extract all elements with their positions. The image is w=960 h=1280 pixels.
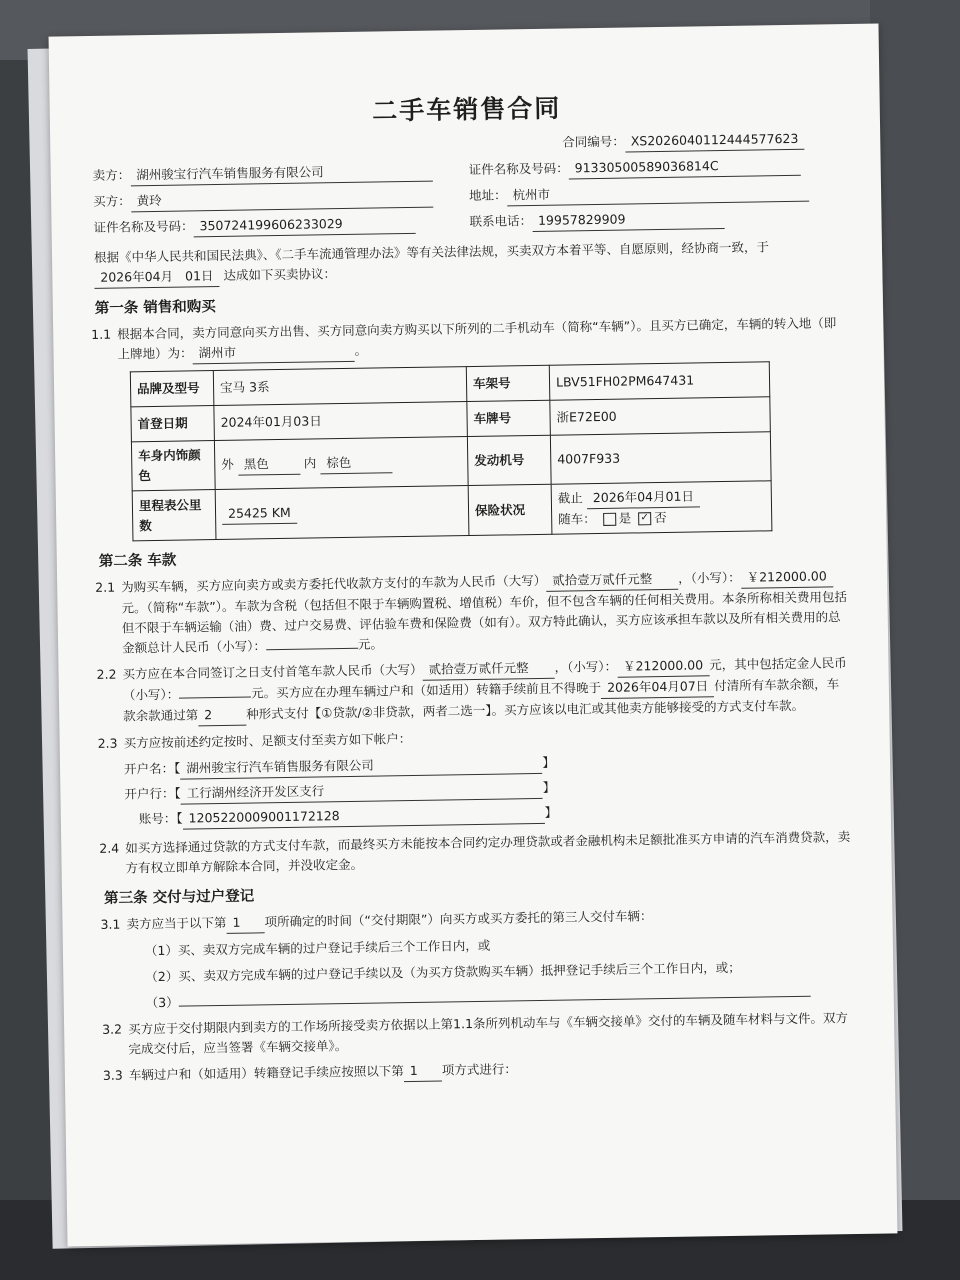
registration-place: 湖州市: [192, 341, 354, 365]
article-1-title: 第一条 销售和购买: [94, 298, 217, 317]
checkbox-no[interactable]: ✓: [638, 512, 651, 525]
clause-2-3: 2.3 买方应按前述约定按时、足额支付至卖方如下帐户：: [97, 730, 412, 751]
plate-value: 浙E72E00: [550, 397, 771, 435]
clause-1-1: 1.1 根据本合同，卖方同意向买方出售、买方同意向卖方购买以下所列的二手机动车（简称“车辆”）。且买方已确定，车辆的转入地（即上牌地）为： 湖州市 。: [117, 313, 846, 365]
contract-document: [91, 64, 857, 1093]
clause-3-1-option-2: （2）买、卖双方完成车辆的过户登记手续以及（为买方贷款购买车辆）抵押登记手续后三个工作日内，或；: [145, 959, 741, 985]
vin-value: LBV51FH02PM647431: [549, 362, 770, 400]
buyer-id-label: 证件名称及号码：: [93, 218, 194, 235]
clause-3-2: 3.2 买方应于交付期限内到卖方的工作场所接受卖方依据以上第1.1条所列机动车与《车辆交接单》交付的车辆及随车材料与文件。双方完成交付后，应当签署《车辆交接单》。: [102, 1010, 849, 1057]
exterior-color: 黑色: [238, 453, 300, 475]
total-amount: [266, 648, 358, 650]
insurance-until: 2026年04月01日: [587, 486, 700, 509]
intro-paragraph: 根据《中华人民共和国民法典》、《二手车流通管理办法》等有关法律法规，买卖双方本着平等、自愿原则，经协商一致，于 2026年04月 01日 达成如下买卖协议：: [94, 236, 845, 289]
seller-id-label: 证件名称及号码：: [468, 160, 569, 178]
brand-value: 宝马 3系: [213, 367, 467, 406]
buyer-id: 350724199606233029: [193, 213, 415, 237]
account-bank: 工行湖州经济开发区支行: [181, 778, 543, 805]
first-payment-words: 贰拾壹万贰仟元整: [422, 658, 554, 681]
account-bank-row: 开户行：【 工行湖州经济开发区支行 】: [124, 773, 852, 805]
color-value: 外 黑色 内 棕色: [214, 437, 468, 490]
account-name: 湖州骏宝行汽车销售服务有限公司: [180, 753, 542, 780]
transfer-option: 1: [404, 1061, 442, 1083]
seller-id: 91330500589036814C: [569, 155, 801, 180]
clause-2-4: 2.4 如买方选择通过贷款的方式支付车款，而最终买方未能按本合同约定办理贷款或者金融机构未足额批准买方申请的汽车消费贷款，卖方有权立即单方解除本合同，并没收定金。: [99, 829, 851, 876]
mileage-value: 25425 KM: [215, 486, 469, 540]
payment-method: 2: [198, 705, 246, 727]
seller-name: 湖州骏宝行汽车销售服务有限公司: [130, 161, 432, 187]
price-in-figures: ￥212000.00: [741, 566, 833, 588]
insurance-label: 保险状况: [468, 484, 552, 535]
deposit-amount: [179, 696, 251, 698]
article-3-title: 第三条 交付与过户登记: [103, 888, 255, 907]
intro-day: 01日: [179, 266, 220, 288]
engine-label: 发动机号: [467, 435, 551, 485]
clause-2-2: 2.2 买方应在本合同签订之日支付首笔车款人民币（大写） 贰拾壹万贰仟元整 ，（小写）： ￥212000.00 元，其中包括定金人民币（小写）： 元。买方应在办理车辆过户和（如适用）转籍手续前且不得晚于 2026年04月07日 付清所有车款余额，车款余款通过第 2 种形式支付【①贷款/②非贷款，两者二选一】。买方应该以电汇或其他卖方能够接受的方式支付车款。: [122, 653, 851, 727]
article-2-title: 第二条 车款: [98, 552, 177, 570]
first-reg-label: 首登日期: [131, 406, 215, 442]
first-payment-figures: ￥212000.00: [617, 655, 709, 677]
clause-3-3: 3.3 车辆过户和（如适用）转籍登记手续应按照以下第 1 项方式进行：: [102, 1061, 517, 1083]
address-label: 地址：: [468, 187, 507, 204]
seller-label: 卖方：: [92, 167, 131, 183]
buyer-label: 买方：: [93, 193, 131, 209]
contract-sheet: [49, 24, 898, 1247]
mileage-label: 里程表公里数: [132, 490, 216, 541]
engine-value: 4007F933: [550, 432, 771, 484]
insurance-value: 截止 2026年04月01日 随车： 是 ✓ 否: [551, 481, 772, 534]
account-name-row: 开户名：【 湖州骏宝行汽车销售服务有限公司 】: [124, 748, 852, 780]
clause-2-1: 2.1 为购买车辆，买方应向卖方或卖方委托代收款方支付的车款为人民币（大写） 贰拾壹万贰仟元整 ，（小写）： ￥212000.00元。（简称“车款”）。车款为含税（包括但不限于车辆购置税、增值税）车价，但不包含车辆的任何相关费用。本条所称相关费用包括但不限于车辆运输（油）费、过户交易费、评估验车费和保险费（如有）。双方特此确认，买方应该承担车款以及所有相关费用的总金额总计人民币（小写）： 元。: [121, 566, 850, 658]
vin-label: 车架号: [466, 365, 550, 401]
phone-label: 联系电话：: [469, 213, 533, 230]
balance-due-date: 2026年04月07日: [601, 676, 714, 699]
first-reg-value: 2024年01月03日: [214, 402, 468, 441]
buyer-phone: 19957829909: [532, 208, 724, 232]
account-number: 1205220009001172128: [182, 803, 544, 830]
clause-3-1-option-3: （3）: [146, 982, 856, 1013]
checkbox-yes[interactable]: [603, 513, 616, 526]
delivery-option: 1: [226, 912, 264, 934]
color-label: 车身内饰颜色: [131, 441, 215, 491]
table-row: [132, 481, 772, 541]
contract-number: XS2026040112444577623: [625, 129, 805, 153]
buyer-name: 黄玲: [131, 187, 433, 213]
account-number-row: 账号：【 1205220009001172128 】: [139, 798, 853, 830]
intro-date: 2026年04月: [94, 267, 179, 289]
price-in-words: 贰拾壹万贰仟元整: [546, 569, 678, 592]
contract-number-label: 合同编号：: [562, 133, 625, 150]
buyer-address: 杭州市: [506, 181, 808, 207]
plate-label: 车牌号: [467, 400, 551, 436]
brand-label: 品牌及型号: [130, 371, 214, 407]
vehicle-table: [130, 361, 773, 541]
contract-title: 二手车销售合同: [372, 93, 562, 126]
interior-color: 棕色: [320, 452, 392, 474]
clause-3-1: 3.1 卖方应当于以下第 1 项所确定的时间（“交付期限”）向买方或买方委托的第三人交付车辆：: [126, 903, 854, 935]
clause-3-1-option-1: （1）买、卖双方完成车辆的过户登记手续后三个工作日内，或: [144, 937, 491, 959]
